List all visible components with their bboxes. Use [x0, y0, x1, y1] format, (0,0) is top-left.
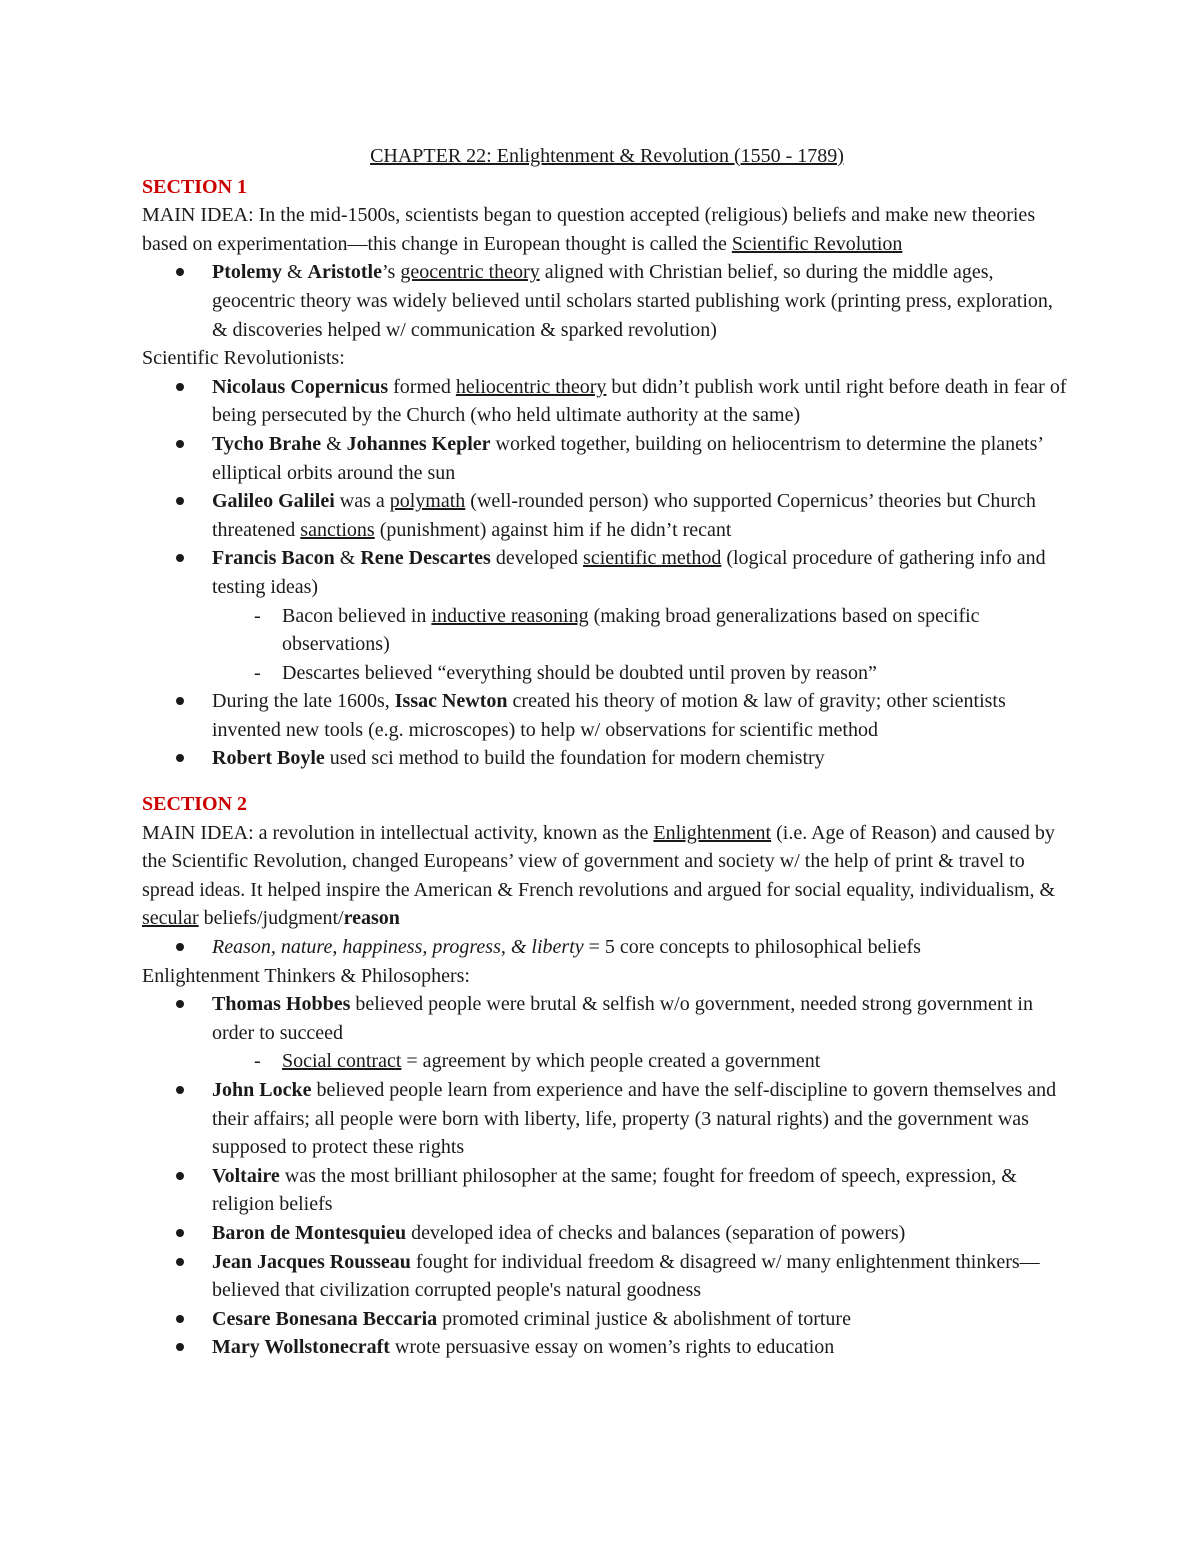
bullet-icon: [176, 497, 184, 505]
bullet-icon: [176, 697, 184, 705]
bullet-icon: [176, 1315, 184, 1323]
term-scientific-revolution: Scientific Revolution: [731, 232, 903, 255]
list-item: Ptolemy & Aristotle’s geocentric theory aligned with Christian belief, so during the middle ages, geocentric theory was widely believed until scholars started publishing work (printing press, exploration, & discoveries helped w/ communication & sparked revolution): [142, 258, 1072, 344]
bullet-icon: [176, 1343, 184, 1351]
list-item: Galileo Galilei was a polymath (well-rounded person) who supported Copernicus’ theories but Church threatened sanctions (punishment) against him if he didn’t recant: [142, 487, 1072, 544]
dash-icon: -: [254, 661, 261, 684]
section-1-main-idea: MAIN IDEA: In the mid-1500s, scientists began to question accepted (religious) beliefs and make new theories based on experimentation—this change in European thought is called the Scientific Revolution: [142, 204, 1036, 255]
bullet-icon: [176, 1258, 184, 1266]
bullet-icon: [176, 554, 184, 562]
list-item: Nicolaus Copernicus formed heliocentric theory but didn’t publish work until right before death in fear of being persecuted by the Church (who held ultimate authority at the same): [142, 373, 1072, 430]
bullet-icon: [176, 383, 184, 391]
term-inductive-reasoning: inductive reasoning: [431, 604, 589, 627]
section-2-core-list: [142, 933, 1072, 962]
list-item: Thomas Hobbes believed people were brutal & selfish w/o government, needed strong government in order to succeed - Social contract = agreement by which people created a government: [142, 990, 1072, 1076]
sub-list: [212, 1047, 1072, 1076]
term-sanctions: sanctions: [300, 518, 375, 541]
section-1-subheading: Scientific Revolutionists:: [142, 347, 345, 370]
sub-list: [212, 602, 1072, 688]
list-item: Francis Bacon & Rene Descartes developed scientific method (logical procedure of gathering info and testing ideas) - Bacon believed in inductive reasoning (making broad generalizations based on specific observations) - Descartes believed “everything should be doubted until proven by reason”: [142, 544, 1072, 687]
sub-list-item: - Bacon believed in inductive reasoning (making broad generalizations based on specific observations): [212, 602, 1072, 659]
list-item: Baron de Montesquieu developed idea of checks and balances (separation of powers): [142, 1219, 1072, 1248]
term-secular: secular: [142, 907, 199, 930]
bullet-icon: [176, 268, 184, 276]
sub-list-item: - Descartes believed “everything should be doubted until proven by reason”: [212, 659, 1072, 688]
term-polymath: polymath: [389, 490, 466, 513]
list-item: John Locke believed people learn from experience and have the self-discipline to govern themselves and their affairs; all people were born with liberty, life, property (3 natural rights) and the government was supposed to protect these rights: [142, 1076, 1072, 1162]
dash-icon: -: [254, 1050, 261, 1073]
bullet-icon: [176, 1229, 184, 1237]
section-2-main-idea: MAIN IDEA: a revolution in intellectual activity, known as the Enlightenment (i.e. Age of Reason) and caused by the Scientific Revolution, changed Europeans’ view of government and society w/ the help of print & travel to spread ideas. It helped inspire the American & French revolutions and argued for social equality, individualism, & secular beliefs/judgment/reason: [142, 821, 1056, 930]
document-body: [142, 142, 1072, 1362]
bullet-icon: [176, 440, 184, 448]
dash-icon: -: [254, 604, 261, 627]
list-item: Jean Jacques Rousseau fought for individual freedom & disagreed w/ many enlightenment thinkers—believed that civilization corrupted people's natural goodness: [142, 1248, 1072, 1305]
term-heliocentric-theory: heliocentric theory: [455, 375, 607, 398]
bullet-icon: [176, 943, 184, 951]
term-geocentric-theory: geocentric theory: [400, 261, 540, 284]
list-item: Robert Boyle used sci method to build the foundation for modern chemistry: [142, 744, 1072, 773]
section-1-revolutionists-list: [142, 373, 1072, 773]
bullet-icon: [176, 1000, 184, 1008]
section-1-heading: SECTION 1: [142, 175, 248, 198]
term-enlightenment: Enlightenment: [653, 821, 772, 844]
list-item: Cesare Bonesana Beccaria promoted criminal justice & abolishment of torture: [142, 1305, 1072, 1334]
list-item: Reason, nature, happiness, progress, & liberty = 5 core concepts to philosophical beliefs: [142, 933, 1072, 962]
bullet-icon: [176, 1172, 184, 1180]
term-scientific-method: scientific method: [583, 547, 722, 570]
list-item: During the late 1600s, Issac Newton created his theory of motion & law of gravity; other scientists invented new tools (e.g. microscopes) to help w/ observations for scientific method: [142, 687, 1072, 744]
sub-list-item: - Social contract = agreement by which people created a government: [212, 1047, 1072, 1076]
section-2-thinkers-list: [142, 990, 1072, 1362]
bullet-icon: [176, 1086, 184, 1094]
list-item: Tycho Brahe & Johannes Kepler worked together, building on heliocentrism to determine the planets’ elliptical orbits around the sun: [142, 430, 1072, 487]
section-1-intro-list: [142, 258, 1072, 344]
section-2-subheading: Enlightenment Thinkers & Philosophers:: [142, 964, 470, 987]
bullet-icon: [176, 754, 184, 762]
list-item: Voltaire was the most brilliant philosopher at the same; fought for freedom of speech, expression, & religion beliefs: [142, 1162, 1072, 1219]
page-title: CHAPTER 22: Enlightenment & Revolution (1550 - 1789): [370, 145, 844, 167]
term-social-contract: Social contract: [282, 1050, 402, 1073]
list-item: Mary Wollstonecraft wrote persuasive essay on women’s rights to education: [142, 1333, 1072, 1362]
section-2-heading: SECTION 2: [142, 793, 248, 816]
